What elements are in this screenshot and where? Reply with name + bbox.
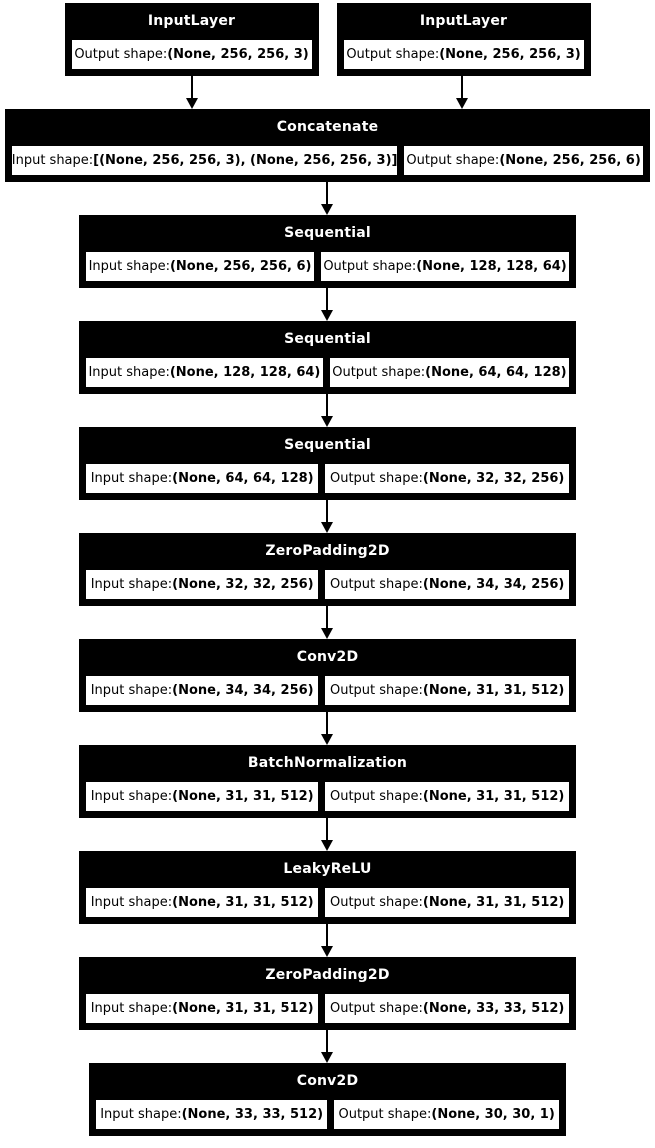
output-shape-cell xyxy=(324,781,570,812)
input-shape-value: (None, 64, 64, 128) xyxy=(172,471,314,486)
output-shape-label: Output shape: xyxy=(329,1001,423,1016)
output-shape-label: Output shape: xyxy=(329,789,423,804)
input-shape-cell xyxy=(85,569,319,600)
node-body xyxy=(338,39,590,75)
node-body xyxy=(80,781,575,817)
edge-zeropadding-2-to-conv2d-2 xyxy=(0,1030,655,1063)
output-shape-label: Output shape: xyxy=(74,47,168,62)
output-shape-cell xyxy=(324,887,570,918)
input-shape-value: (None, 31, 31, 512) xyxy=(172,1001,314,1016)
output-shape-cell xyxy=(403,145,644,176)
layer-name: BatchNormalization xyxy=(247,755,408,771)
output-shape-cell xyxy=(324,463,570,494)
layer-name: Conv2D xyxy=(296,1073,359,1089)
edge-concatenate-to-sequential-1 xyxy=(0,182,655,215)
output-shape-value: (None, 31, 31, 512) xyxy=(422,895,565,910)
input-shape-label: Input shape: xyxy=(11,153,94,168)
node-body xyxy=(80,463,575,499)
node-body xyxy=(80,675,575,711)
input-shape-cell xyxy=(11,145,398,176)
input-shape-label: Input shape: xyxy=(90,1001,173,1016)
node-sequential-1 xyxy=(79,215,576,288)
node-batchnormalization xyxy=(79,745,576,818)
input-shape-label: Input shape: xyxy=(90,789,173,804)
node-zeropadding2d-1 xyxy=(79,533,576,606)
output-shape-value: (None, 64, 64, 128) xyxy=(425,365,567,380)
node-body xyxy=(6,145,649,181)
layer-name: Sequential xyxy=(284,225,371,241)
layer-name: ZeroPadding2D xyxy=(265,543,390,559)
output-shape-label: Output shape: xyxy=(329,577,423,592)
output-shape-value: (None, 31, 31, 512) xyxy=(422,789,565,804)
output-shape-label: Output shape: xyxy=(323,259,417,274)
layer-name: InputLayer xyxy=(419,13,508,29)
layer-name: LeakyReLU xyxy=(283,861,372,877)
output-shape-value: (None, 34, 34, 256) xyxy=(422,577,565,592)
input-shape-value: (None, 256, 256, 6) xyxy=(169,259,312,274)
input-shape-cell xyxy=(85,675,319,706)
node-leakyrelu xyxy=(79,851,576,924)
input-shape-value: (None, 128, 128, 64) xyxy=(169,365,321,380)
output-shape-label: Output shape: xyxy=(329,895,423,910)
output-shape-cell xyxy=(324,675,570,706)
node-inputlayer-2 xyxy=(337,3,591,76)
output-shape-value: (None, 32, 32, 256) xyxy=(422,471,565,486)
input-shape-value: (None, 32, 32, 256) xyxy=(172,577,314,592)
input-shape-label: Input shape: xyxy=(90,471,173,486)
node-body xyxy=(80,357,575,393)
input-shape-value: [(None, 256, 256, 3), (None, 256, 256, 3)] xyxy=(93,153,398,168)
input-shape-label: Input shape: xyxy=(100,1107,182,1122)
input-shape-label: Input shape: xyxy=(90,895,173,910)
output-shape-cell xyxy=(329,357,570,388)
output-shape-value: (None, 31, 31, 512) xyxy=(422,683,565,698)
output-shape-value: (None, 128, 128, 64) xyxy=(416,259,567,274)
input-shape-cell xyxy=(85,887,319,918)
node-conv2d-1 xyxy=(79,639,576,712)
input-shape-cell xyxy=(85,463,319,494)
output-shape-value: (None, 256, 256, 3) xyxy=(167,47,309,62)
node-body xyxy=(66,39,318,75)
layer-name: Sequential xyxy=(284,437,371,453)
node-body xyxy=(80,887,575,923)
input-shape-value: (None, 33, 33, 512) xyxy=(181,1107,324,1122)
output-shape-cell xyxy=(324,993,570,1024)
node-body xyxy=(80,993,575,1029)
input-shape-cell xyxy=(85,357,324,388)
edge-batchnormalization-to-leakyrelu xyxy=(0,818,655,851)
input-shape-label: Input shape: xyxy=(90,577,173,592)
input-shape-value: (None, 34, 34, 256) xyxy=(172,683,314,698)
edge-sequential-1-to-sequential-2 xyxy=(0,288,655,321)
output-shape-cell xyxy=(343,39,585,70)
input-shape-value: (None, 31, 31, 512) xyxy=(172,895,314,910)
node-body xyxy=(90,1099,565,1135)
output-shape-label: Output shape: xyxy=(338,1107,432,1122)
output-shape-value: (None, 256, 256, 6) xyxy=(499,153,641,168)
edge-sequential-2-to-sequential-3 xyxy=(0,394,655,427)
node-sequential-2 xyxy=(79,321,576,394)
edge-conv2d-1-to-batchnormalization xyxy=(0,712,655,745)
node-body xyxy=(80,251,575,287)
layer-name: Conv2D xyxy=(296,649,359,665)
output-shape-value: (None, 30, 30, 1) xyxy=(431,1107,555,1122)
node-sequential-3 xyxy=(79,427,576,500)
node-body xyxy=(80,569,575,605)
input-shape-cell xyxy=(85,251,315,282)
node-inputlayer-1 xyxy=(65,3,319,76)
edge-leakyrelu-to-zeropadding-2 xyxy=(0,924,655,957)
input-shape-value: (None, 31, 31, 512) xyxy=(172,789,314,804)
input-shape-cell xyxy=(85,993,319,1024)
output-shape-value: (None, 256, 256, 3) xyxy=(439,47,581,62)
output-shape-label: Output shape: xyxy=(406,153,500,168)
node-zeropadding2d-2 xyxy=(79,957,576,1030)
input-shape-cell xyxy=(85,781,319,812)
output-shape-cell xyxy=(71,39,313,70)
output-shape-label: Output shape: xyxy=(332,365,426,380)
output-shape-value: (None, 33, 33, 512) xyxy=(422,1001,565,1016)
edge-zeropadding-1-to-conv2d-1 xyxy=(0,606,655,639)
node-conv2d-2 xyxy=(89,1063,566,1136)
layer-name: Concatenate xyxy=(276,119,379,135)
layer-name: ZeroPadding2D xyxy=(265,967,390,983)
input-shape-cell xyxy=(95,1099,328,1130)
input-layers-row xyxy=(0,3,655,76)
output-shape-cell xyxy=(324,569,570,600)
edges-inputs-to-concatenate xyxy=(0,76,655,109)
input-shape-label: Input shape: xyxy=(88,259,170,274)
output-shape-cell xyxy=(333,1099,560,1130)
input-shape-label: Input shape: xyxy=(88,365,170,380)
output-shape-cell xyxy=(320,251,570,282)
layer-name: InputLayer xyxy=(147,13,236,29)
output-shape-label: Output shape: xyxy=(346,47,440,62)
layer-name: Sequential xyxy=(284,331,371,347)
input-shape-label: Input shape: xyxy=(90,683,173,698)
output-shape-label: Output shape: xyxy=(329,471,423,486)
node-concatenate xyxy=(5,109,650,182)
edge-sequential-3-to-zeropadding-1 xyxy=(0,500,655,533)
output-shape-label: Output shape: xyxy=(329,683,423,698)
